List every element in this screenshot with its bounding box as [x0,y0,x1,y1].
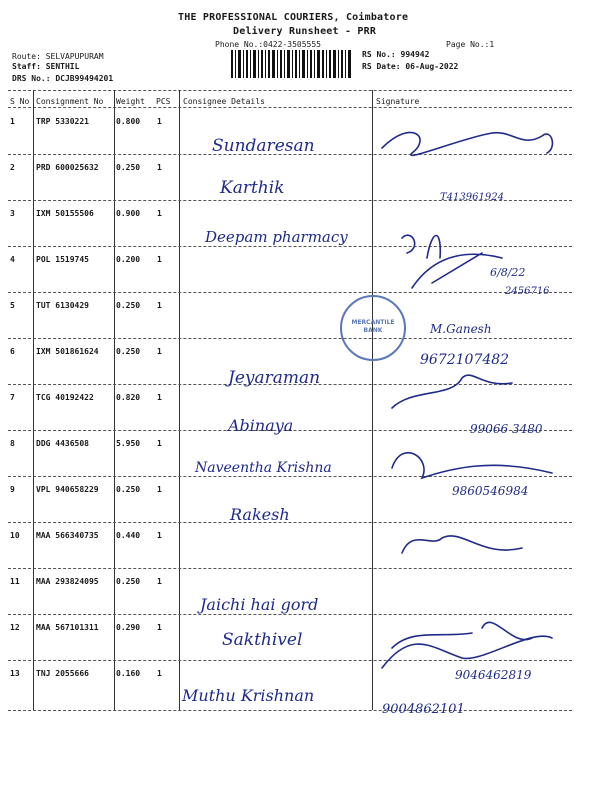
rs-date: RS Date: 06-Aug-2022 [362,62,459,71]
col-sno: S No [10,97,30,106]
handwritten-name: Deepam pharmacy [205,228,348,246]
handwritten-name: Sakthivel [222,630,303,650]
row-pcs: 1 [157,531,162,540]
handwritten-note: 6/8/22 [490,266,526,279]
page-number: Page No.:1 [446,40,495,49]
column-divider [33,90,34,710]
bank-stamp [340,295,406,361]
column-divider [114,90,115,710]
handwritten-name: Naveentha Krishna [195,460,332,476]
col-consignee: Consignee Details [183,97,265,106]
table-bottom-rule [8,710,572,711]
handwritten-note: 9004862101 [382,702,465,717]
row-weight: 0.250 [116,485,141,494]
col-consignment: Consignment No [36,97,104,106]
row-pcs: 1 [157,577,162,586]
row-consignment: DDG 4436508 [36,439,89,448]
handwritten-note: 99066 3480 [470,422,543,436]
col-signature: Signature [376,97,420,106]
row-sno: 3 [10,209,15,218]
row-sno: 2 [10,163,15,172]
handwritten-name: Rakesh [230,505,290,524]
row-sno: 4 [10,255,15,264]
signature-stroke [392,375,512,408]
signature-stroke [402,536,522,553]
row-weight: 0.160 [116,669,141,678]
row-sno: 5 [10,301,15,310]
handwritten-name: Sundaresan [212,136,315,156]
row-sno: 12 [10,623,20,632]
row-sno: 9 [10,485,15,494]
row-pcs: 1 [157,209,162,218]
row-consignment: POL 1519745 [36,255,89,264]
handwritten-note: M.Ganesh [430,322,492,336]
document-title: Delivery Runsheet - PRR [233,26,377,37]
handwritten-note: 9860546984 [452,484,529,498]
table-top-rule [8,90,572,91]
row-weight: 0.800 [116,117,141,126]
row-pcs: 1 [157,255,162,264]
row-consignment: VPL 940658229 [36,485,99,494]
row-weight: 0.200 [116,255,141,264]
row-consignment: TUT 6130429 [36,301,89,310]
handwritten-name: Jeyaraman [228,368,321,388]
signature-stroke [382,636,552,668]
row-consignment: TCG 40192422 [36,393,94,402]
row-weight: 0.250 [116,163,141,172]
route-label: Route: SELVAPUPURAM [12,52,104,61]
row-weight: 0.250 [116,301,141,310]
handwritten-note: 2456716 [505,286,550,297]
signature-stroke [412,253,502,288]
drs-number: DRS No.: DCJB99494201 [12,74,114,83]
barcode-icon [231,50,353,78]
barcode [231,50,353,78]
handwritten-note: 9672107482 [420,352,510,368]
handwritten-note: 9046462819 [455,668,532,682]
row-consignment: TNJ 2055666 [36,669,89,678]
phone-number: Phone No.:0422-3505555 [215,40,321,49]
row-weight: 0.820 [116,393,141,402]
handwritten-name: Karthik [220,178,285,198]
row-consignment: MAA 293824095 [36,577,99,586]
row-pcs: 1 [157,439,162,448]
row-weight: 0.900 [116,209,141,218]
row-pcs: 1 [157,669,162,678]
stamp-text: MERCANTILE BANK [351,319,395,334]
handwritten-name: Abinaya [228,416,294,435]
col-weight: Weight [116,97,145,106]
row-sno: 7 [10,393,15,402]
row-weight: 0.250 [116,347,141,356]
row-pcs: 1 [157,117,162,126]
row-weight: 5.950 [116,439,141,448]
row-consignment: IXM 501861624 [36,347,99,356]
row-consignment: IXM 50155506 [36,209,94,218]
rs-number: RS No.: 994942 [362,50,430,59]
staff-label: Staff: SENTHIL [12,62,80,71]
row-sno: 11 [10,577,20,586]
row-sno: 13 [10,669,20,678]
row-consignment: TRP 5330221 [36,117,89,126]
row-consignment: MAA 567101311 [36,623,99,632]
signature-stroke [392,453,552,478]
row-consignment: PRD 600025632 [36,163,99,172]
row-consignment: MAA 566340735 [36,531,99,540]
signature-stroke [382,132,552,155]
row-weight: 0.250 [116,577,141,586]
handwritten-note: T413961924 [440,192,504,203]
row-pcs: 1 [157,485,162,494]
handwritten-name: Jaichi hai gord [200,595,319,614]
row-sno: 8 [10,439,15,448]
signature-stroke [402,235,415,253]
row-sno: 6 [10,347,15,356]
handwritten-name: Muthu Krishnan [182,686,315,705]
col-pcs: PCS [156,97,171,106]
row-pcs: 1 [157,347,162,356]
row-weight: 0.440 [116,531,141,540]
row-weight: 0.290 [116,623,141,632]
company-name: THE PROFESSIONAL COURIERS, Coimbatore [178,12,409,23]
row-sno: 1 [10,117,15,126]
signature-scribbles [372,108,572,708]
row-pcs: 1 [157,301,162,310]
signature-stroke [427,236,440,259]
column-divider [179,90,180,710]
row-sno: 10 [10,531,20,540]
row-pcs: 1 [157,623,162,632]
row-pcs: 1 [157,163,162,172]
row-pcs: 1 [157,393,162,402]
